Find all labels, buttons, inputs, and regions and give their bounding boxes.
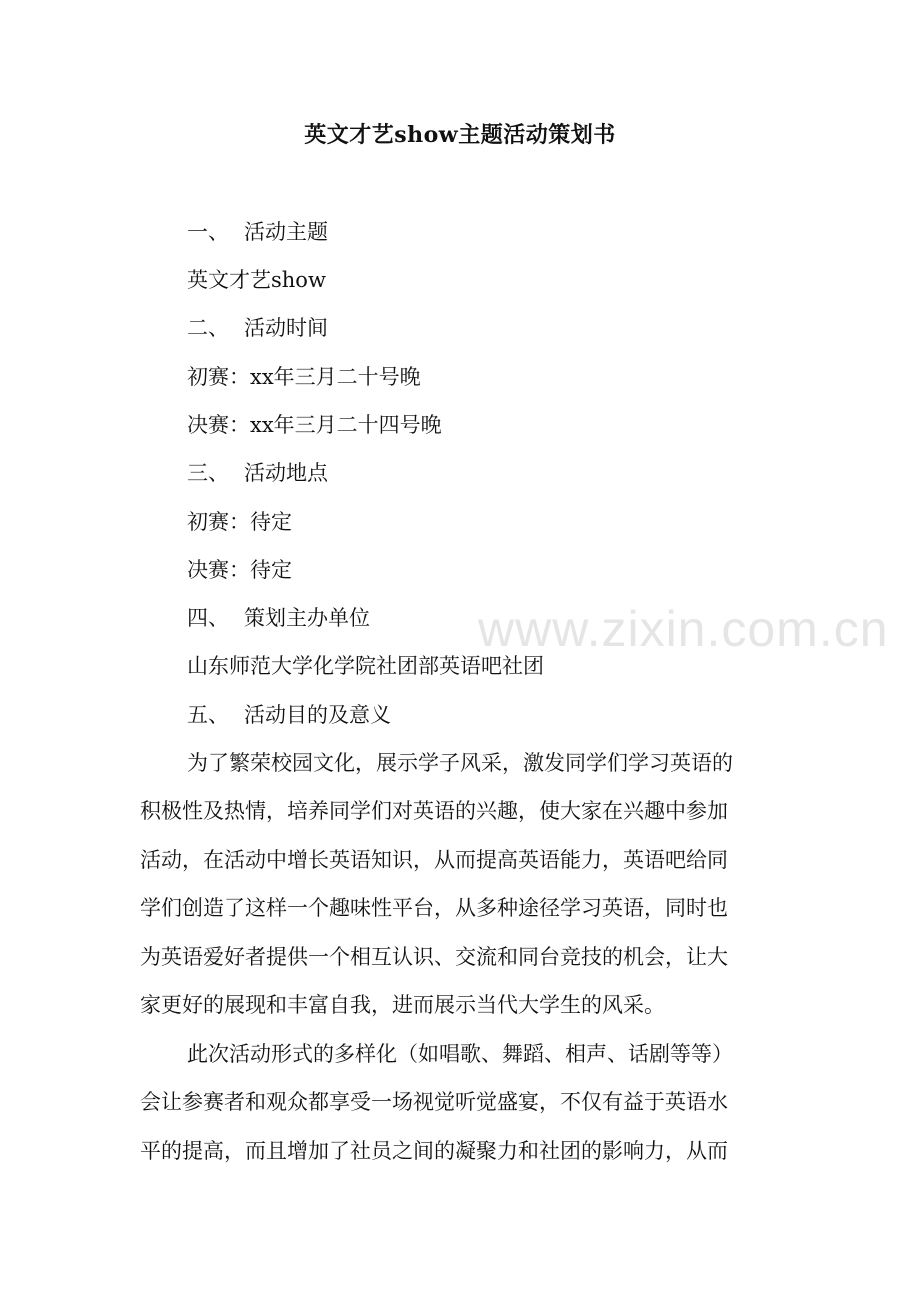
paragraph-line: 为了繁荣校园文化，展示学子风采，激发同学们学习英语的: [187, 751, 733, 775]
theme-text: 英文才艺show: [187, 268, 326, 292]
place-prelim: 初赛：待定: [187, 510, 292, 534]
paragraph-line: 平的提高，而且增加了社员之间的凝聚力和社团的影响力，从而: [140, 1138, 728, 1163]
purpose-paragraph-1: [140, 739, 800, 1029]
section-number: 四、: [187, 606, 229, 630]
paragraph-line: 会让参赛者和观众都享受一场视觉听觉盛宴，不仅有益于英语水: [140, 1090, 728, 1115]
paragraph-line: 活动，在活动中增长英语知识，从而提高英语能力，英语吧给同: [140, 847, 728, 872]
paragraph-line: 学们创造了这样一个趣味性平台，从多种途径学习英语，同时也: [140, 896, 728, 921]
section-number: 三、: [187, 461, 229, 485]
paragraph-line: 为英语爱好者提供一个相互认识、交流和同台竞技的机会，让大: [140, 944, 728, 969]
section-title: 活动目的及意义: [244, 703, 391, 727]
section-title: 活动地点: [244, 461, 328, 485]
section-heading-4: [187, 603, 370, 633]
watermark: www.zixin.com.cn: [478, 601, 889, 657]
section-heading-2: [187, 313, 328, 343]
section-heading-1: [187, 217, 328, 247]
organizer-text: 山东师范大学化学院社团部英语吧社团: [187, 654, 544, 678]
section-number: 五、: [187, 703, 229, 727]
place-final: 决赛：待定: [187, 558, 292, 582]
section-heading-3: [187, 458, 328, 488]
time-final: 决赛：xx年三月二十四号晚: [187, 413, 442, 437]
paragraph-line: 家更好的展现和丰富自我，进而展示当代大学生的风采。: [140, 993, 665, 1018]
paragraph-line: 积极性及热情，培养同学们对英语的兴趣，使大家在兴趣中参加: [140, 799, 728, 824]
section-number: 二、: [187, 316, 229, 340]
document-title: 英文才艺show主题活动策划书: [304, 122, 616, 148]
time-prelim: 初赛：xx年三月二十号晚: [187, 365, 421, 389]
paragraph-line: 此次活动形式的多样化（如唱歌、舞蹈、相声、话剧等等）: [187, 1042, 733, 1066]
section-title: 活动时间: [244, 316, 328, 340]
section-number: 一、: [187, 220, 229, 244]
section-title: 策划主办单位: [244, 606, 370, 630]
section-title: 活动主题: [244, 220, 328, 244]
section-heading-5: [187, 700, 391, 730]
purpose-paragraph-2: [140, 1030, 800, 1175]
